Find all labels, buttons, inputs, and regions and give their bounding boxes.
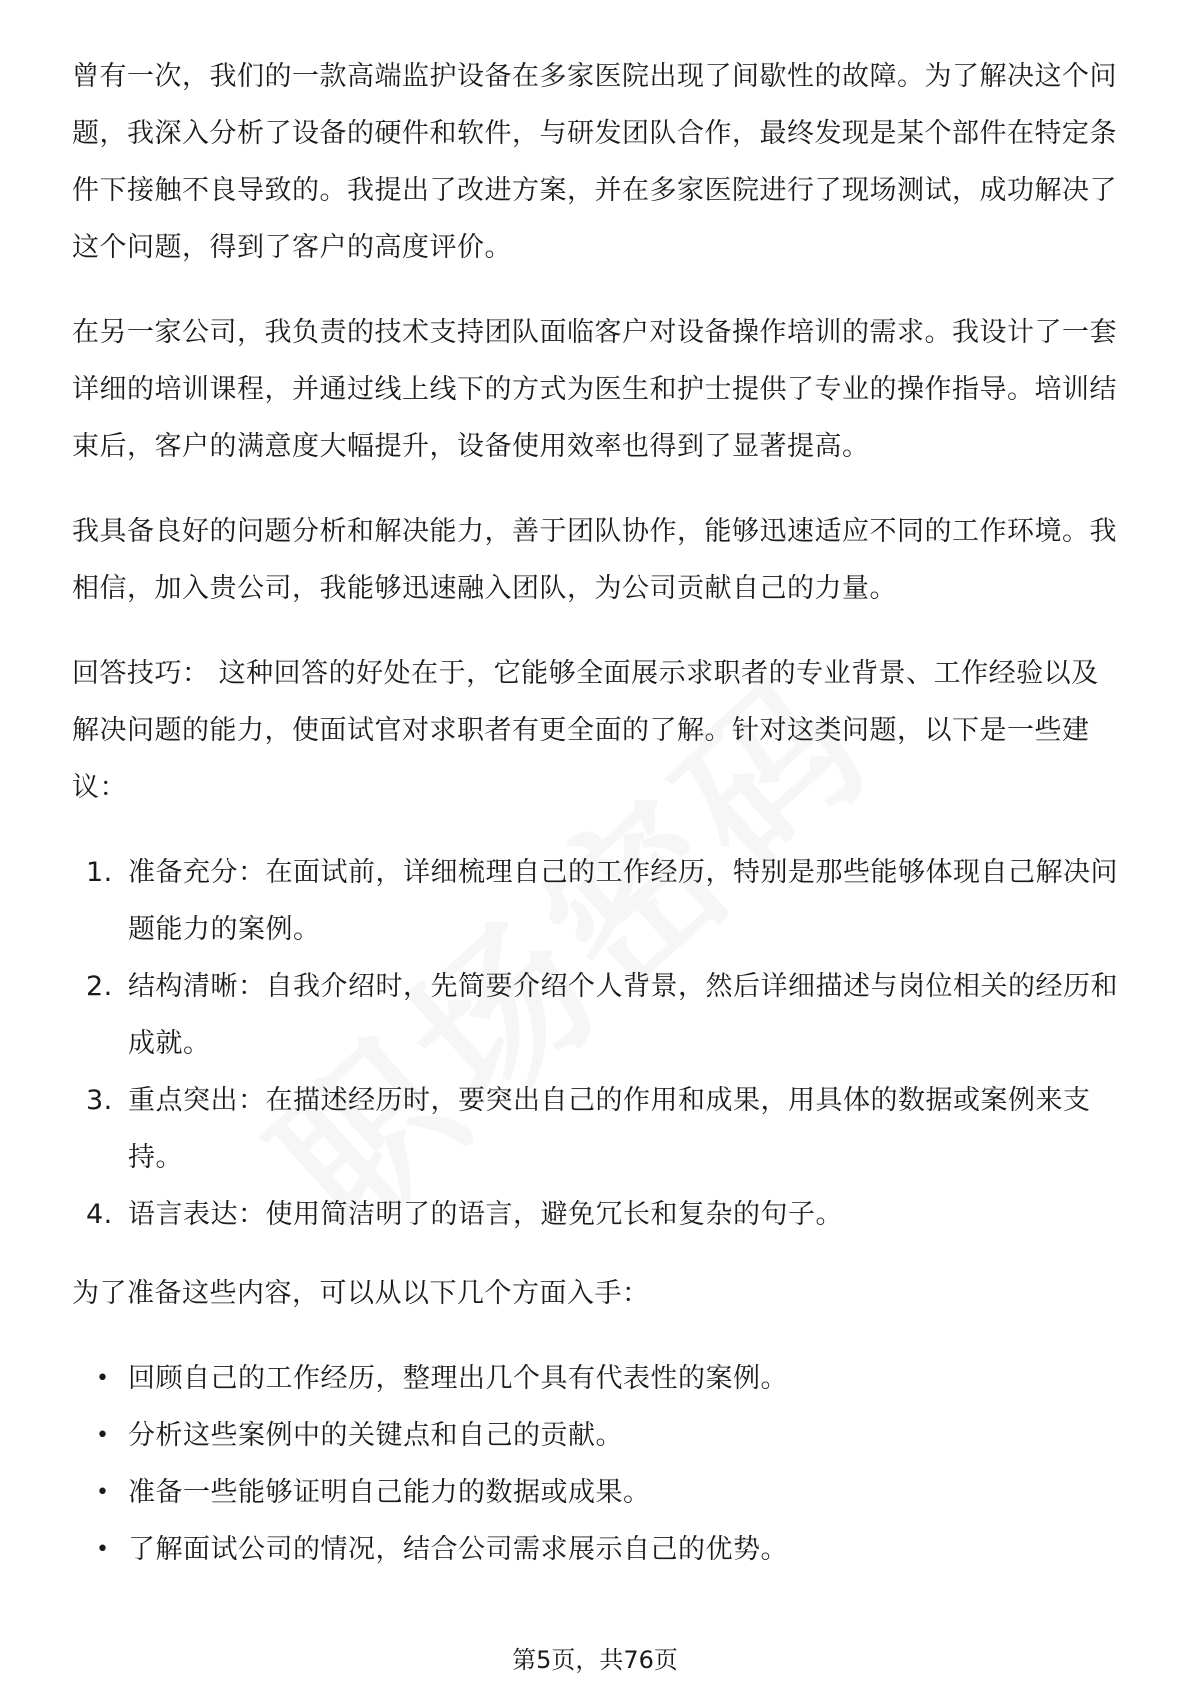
numbered-tips-list (72, 844, 1122, 1243)
bullet-marker: • (96, 1537, 110, 1562)
list-item (72, 1186, 1122, 1243)
list-item (72, 1072, 1122, 1186)
bullet-marker: • (96, 1423, 110, 1448)
list-item-text: 结构清晰：自我介绍时，先简要介绍个人背景，然后详细描述与岗位相关的经历和成就。 (128, 971, 1118, 1059)
bullet-marker: • (96, 1366, 110, 1391)
document-page (72, 48, 1122, 1600)
paragraph-preparation-intro: 为了准备这些内容，可以从以下几个方面入手： (72, 1278, 650, 1309)
list-item-text: 准备一些能够证明自己能力的数据或成果。 (128, 1477, 651, 1508)
paragraph-training-story: 在另一家公司，我负责的技术支持团队面临客户对设备操作培训的需求。我设计了一套详细的培训课程，并通过线上线下的方式为医生和护士提供了专业的操作指导。培训结束后，客户的满意度大幅提升，设备使用效率也得到了显著提高。 (72, 317, 1117, 462)
paragraph-answer-tips: 回答技巧： 这种回答的好处在于，它能够全面展示求职者的专业背景、工作经验以及解决问题的能力，使面试官对求职者有更全面的了解。针对这类问题，以下是一些建议： (72, 658, 1099, 803)
list-marker: 1. (86, 857, 113, 888)
list-item-text: 了解面试公司的情况，结合公司需求展示自己的优势。 (128, 1534, 788, 1565)
list-item (72, 1464, 1122, 1521)
list-marker: 2. (86, 971, 113, 1002)
list-item-text: 重点突出：在描述经历时，要突出自己的作用和成果，用具体的数据或案例来支持。 (128, 1085, 1091, 1173)
list-item-text: 准备充分：在面试前，详细梳理自己的工作经历，特别是那些能够体现自己解决问题能力的案例。 (128, 857, 1118, 945)
page-number-footer: 第5页，共76页 (512, 1646, 678, 1674)
bullet-prep-list (72, 1350, 1122, 1578)
bullet-marker: • (96, 1480, 110, 1505)
list-marker: 4. (86, 1199, 113, 1230)
list-item (72, 1521, 1122, 1578)
list-item (72, 1407, 1122, 1464)
list-marker: 3. (86, 1085, 113, 1116)
list-item-text: 语言表达：使用简洁明了的语言，避免冗长和复杂的句子。 (128, 1199, 843, 1230)
list-item (72, 844, 1122, 958)
list-item (72, 1350, 1122, 1407)
paragraph-incident-story: 曾有一次，我们的一款高端监护设备在多家医院出现了间歇性的故障。为了解决这个问题，我深入分析了设备的硬件和软件，与研发团队合作，最终发现是某个部件在特定条件下接触不良导致的。我提出了改进方案，并在多家医院进行了现场测试，成功解决了这个问题，得到了客户的高度评价。 (72, 61, 1117, 263)
paragraph-self-summary: 我具备良好的问题分析和解决能力，善于团队协作，能够迅速适应不同的工作环境。我相信，加入贵公司，我能够迅速融入团队，为公司贡献自己的力量。 (72, 516, 1117, 604)
list-item-text: 回顾自己的工作经历，整理出几个具有代表性的案例。 (128, 1363, 788, 1394)
list-item-text: 分析这些案例中的关键点和自己的贡献。 (128, 1420, 623, 1451)
list-item (72, 958, 1122, 1072)
